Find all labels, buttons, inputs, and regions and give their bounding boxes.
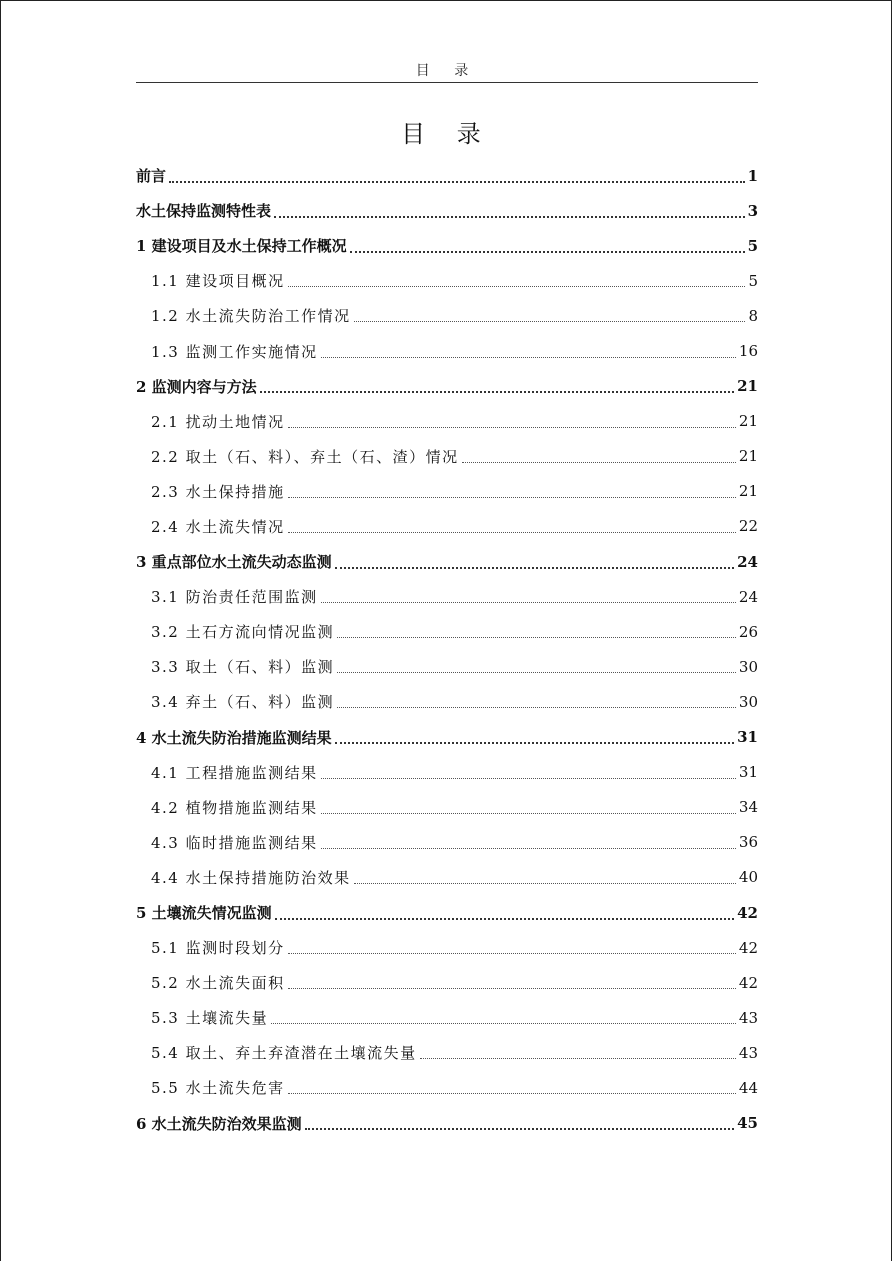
toc-dot-leader bbox=[288, 417, 736, 428]
toc-entry-label: 5.3 土壤流失量 bbox=[151, 1009, 269, 1028]
toc-entry-label: 水土保持监测特性表 bbox=[136, 202, 272, 221]
toc-entry-page-number: 42 bbox=[738, 973, 758, 992]
toc-dot-leader bbox=[288, 487, 736, 498]
toc-entry-label: 3.3 取土（石、料）监测 bbox=[151, 658, 335, 677]
toc-dot-leader bbox=[321, 347, 736, 358]
toc-section-entry[interactable] bbox=[136, 930, 758, 965]
toc-dot-leader bbox=[321, 803, 736, 814]
toc-entry-page-number: 21 bbox=[738, 482, 758, 501]
toc-entry-page-number: 21 bbox=[737, 377, 758, 396]
toc-entry-label: 5.2 水土流失面积 bbox=[151, 974, 285, 993]
toc-entry-label: 3.2 土石方流向情况监测 bbox=[151, 623, 335, 642]
toc-chapter-entry[interactable] bbox=[136, 369, 758, 404]
toc-entry-page-number: 31 bbox=[737, 728, 758, 747]
toc-section-entry[interactable] bbox=[136, 860, 758, 895]
toc-dot-leader bbox=[321, 768, 736, 779]
toc-section-entry[interactable] bbox=[136, 614, 758, 649]
toc-entry-label: 5 土壤流失情况监测 bbox=[136, 904, 272, 923]
toc-chapter-entry[interactable] bbox=[136, 895, 758, 930]
toc-entry-label: 2.3 水土保持措施 bbox=[151, 482, 285, 501]
toc-section-entry[interactable] bbox=[136, 1035, 758, 1070]
toc-chapter-entry[interactable] bbox=[136, 193, 758, 228]
toc-entry-page-number: 40 bbox=[738, 868, 758, 887]
toc-section-entry[interactable] bbox=[136, 439, 758, 474]
toc-chapter-entry[interactable] bbox=[136, 158, 758, 193]
toc-section-entry[interactable] bbox=[136, 1000, 758, 1035]
toc-entry-page-number: 24 bbox=[738, 587, 758, 606]
toc-entry-page-number: 36 bbox=[738, 833, 758, 852]
toc-entry-page-number: 45 bbox=[737, 1114, 758, 1133]
toc-entry-label: 4.3 临时措施监测结果 bbox=[151, 833, 318, 852]
toc-dot-leader bbox=[260, 381, 734, 393]
header-rule bbox=[136, 82, 758, 83]
toc-dot-leader bbox=[337, 662, 736, 673]
toc-entry-label: 4.1 工程措施监测结果 bbox=[151, 763, 318, 782]
toc-entry-page-number: 42 bbox=[738, 938, 758, 957]
toc-entry-label: 4.2 植物措施监测结果 bbox=[151, 798, 318, 817]
toc-entry-page-number: 43 bbox=[738, 1008, 758, 1027]
toc-entry-label: 1.1 建设项目概况 bbox=[151, 272, 285, 291]
toc-entry-page-number: 5 bbox=[748, 271, 758, 290]
toc-dot-leader bbox=[288, 522, 736, 533]
toc-dot-leader bbox=[462, 452, 736, 463]
toc-section-entry[interactable] bbox=[136, 579, 758, 614]
toc-section-entry[interactable] bbox=[136, 790, 758, 825]
toc-chapter-entry[interactable] bbox=[136, 720, 758, 755]
toc-section-entry[interactable] bbox=[136, 263, 758, 298]
toc-section-entry[interactable] bbox=[136, 965, 758, 1000]
toc-entry-label: 6 水土流失防治效果监测 bbox=[136, 1114, 302, 1133]
toc-entry-page-number: 34 bbox=[738, 798, 758, 817]
toc-entry-page-number: 16 bbox=[738, 342, 758, 361]
toc-entry-label: 2.2 取土（石、料）、弃土（石、渣）情况 bbox=[151, 447, 459, 466]
toc-section-entry[interactable] bbox=[136, 684, 758, 719]
toc-entry-label: 2 监测内容与方法 bbox=[136, 377, 257, 396]
toc-entry-page-number: 5 bbox=[747, 236, 758, 255]
toc-dot-leader bbox=[321, 592, 736, 603]
toc-entry-page-number: 30 bbox=[738, 692, 758, 711]
toc-entry-page-number: 8 bbox=[748, 306, 758, 325]
toc-entry-page-number: 31 bbox=[738, 763, 758, 782]
toc-entry-page-number: 43 bbox=[738, 1043, 758, 1062]
toc-entry-page-number: 30 bbox=[738, 657, 758, 676]
toc-dot-leader bbox=[354, 873, 736, 884]
table-of-contents bbox=[136, 158, 758, 1141]
toc-dot-leader bbox=[335, 732, 734, 744]
toc-entry-label: 5.1 监测时段划分 bbox=[151, 939, 285, 958]
toc-entry-label: 1.3 监测工作实施情况 bbox=[151, 342, 318, 361]
toc-section-entry[interactable] bbox=[136, 509, 758, 544]
toc-dot-leader bbox=[274, 206, 745, 218]
toc-entry-page-number: 44 bbox=[738, 1078, 758, 1097]
toc-entry-label: 1 建设项目及水土保持工作概况 bbox=[136, 237, 347, 256]
toc-dot-leader bbox=[354, 311, 746, 322]
toc-entry-label: 前言 bbox=[136, 167, 167, 186]
toc-entry-label: 3 重点部位水土流失动态监测 bbox=[136, 553, 332, 572]
toc-entry-label: 5.4 取土、弃土弃渣潜在土壤流失量 bbox=[151, 1044, 417, 1063]
toc-dot-leader bbox=[288, 978, 736, 989]
toc-dot-leader bbox=[335, 557, 734, 569]
running-header: 目 录 bbox=[415, 63, 479, 79]
toc-section-entry[interactable] bbox=[136, 1070, 758, 1105]
toc-chapter-entry[interactable] bbox=[136, 1106, 758, 1141]
toc-dot-leader bbox=[169, 171, 745, 183]
toc-dot-leader bbox=[288, 943, 736, 954]
toc-entry-page-number: 3 bbox=[747, 201, 758, 220]
toc-section-entry[interactable] bbox=[136, 474, 758, 509]
toc-section-entry[interactable] bbox=[136, 755, 758, 790]
toc-dot-leader bbox=[321, 838, 736, 849]
toc-entry-page-number: 1 bbox=[747, 166, 758, 185]
toc-entry-page-number: 24 bbox=[737, 552, 758, 571]
toc-section-entry[interactable] bbox=[136, 298, 758, 333]
toc-chapter-entry[interactable] bbox=[136, 228, 758, 263]
toc-entry-label: 3.4 弃土（石、料）监测 bbox=[151, 693, 335, 712]
toc-section-entry[interactable] bbox=[136, 649, 758, 684]
toc-section-entry[interactable] bbox=[136, 333, 758, 368]
toc-dot-leader bbox=[350, 241, 745, 253]
toc-entry-label: 2.4 水土流失情况 bbox=[151, 517, 285, 536]
toc-dot-leader bbox=[337, 697, 736, 708]
toc-entry-page-number: 26 bbox=[738, 622, 758, 641]
toc-entry-label: 3.1 防治责任范围监测 bbox=[151, 588, 318, 607]
toc-chapter-entry[interactable] bbox=[136, 544, 758, 579]
page-title: 目 录 bbox=[401, 120, 493, 148]
toc-section-entry[interactable] bbox=[136, 825, 758, 860]
toc-entry-label: 4 水土流失防治措施监测结果 bbox=[136, 728, 332, 747]
toc-entry-page-number: 21 bbox=[738, 412, 758, 431]
toc-entry-page-number: 22 bbox=[738, 517, 758, 536]
toc-dot-leader bbox=[275, 908, 734, 920]
toc-section-entry[interactable] bbox=[136, 404, 758, 439]
toc-entry-label: 1.2 水土流失防治工作情况 bbox=[151, 307, 351, 326]
toc-entry-page-number: 42 bbox=[737, 903, 758, 922]
toc-entry-label: 5.5 水土流失危害 bbox=[151, 1079, 285, 1098]
toc-entry-label: 4.4 水土保持措施防治效果 bbox=[151, 868, 351, 887]
toc-entry-label: 2.1 扰动土地情况 bbox=[151, 412, 285, 431]
toc-dot-leader bbox=[288, 276, 746, 287]
toc-entry-page-number: 21 bbox=[738, 447, 758, 466]
toc-dot-leader bbox=[337, 627, 736, 638]
toc-dot-leader bbox=[305, 1118, 734, 1130]
toc-dot-leader bbox=[271, 1013, 736, 1024]
toc-dot-leader bbox=[288, 1083, 736, 1094]
toc-dot-leader bbox=[420, 1048, 736, 1059]
